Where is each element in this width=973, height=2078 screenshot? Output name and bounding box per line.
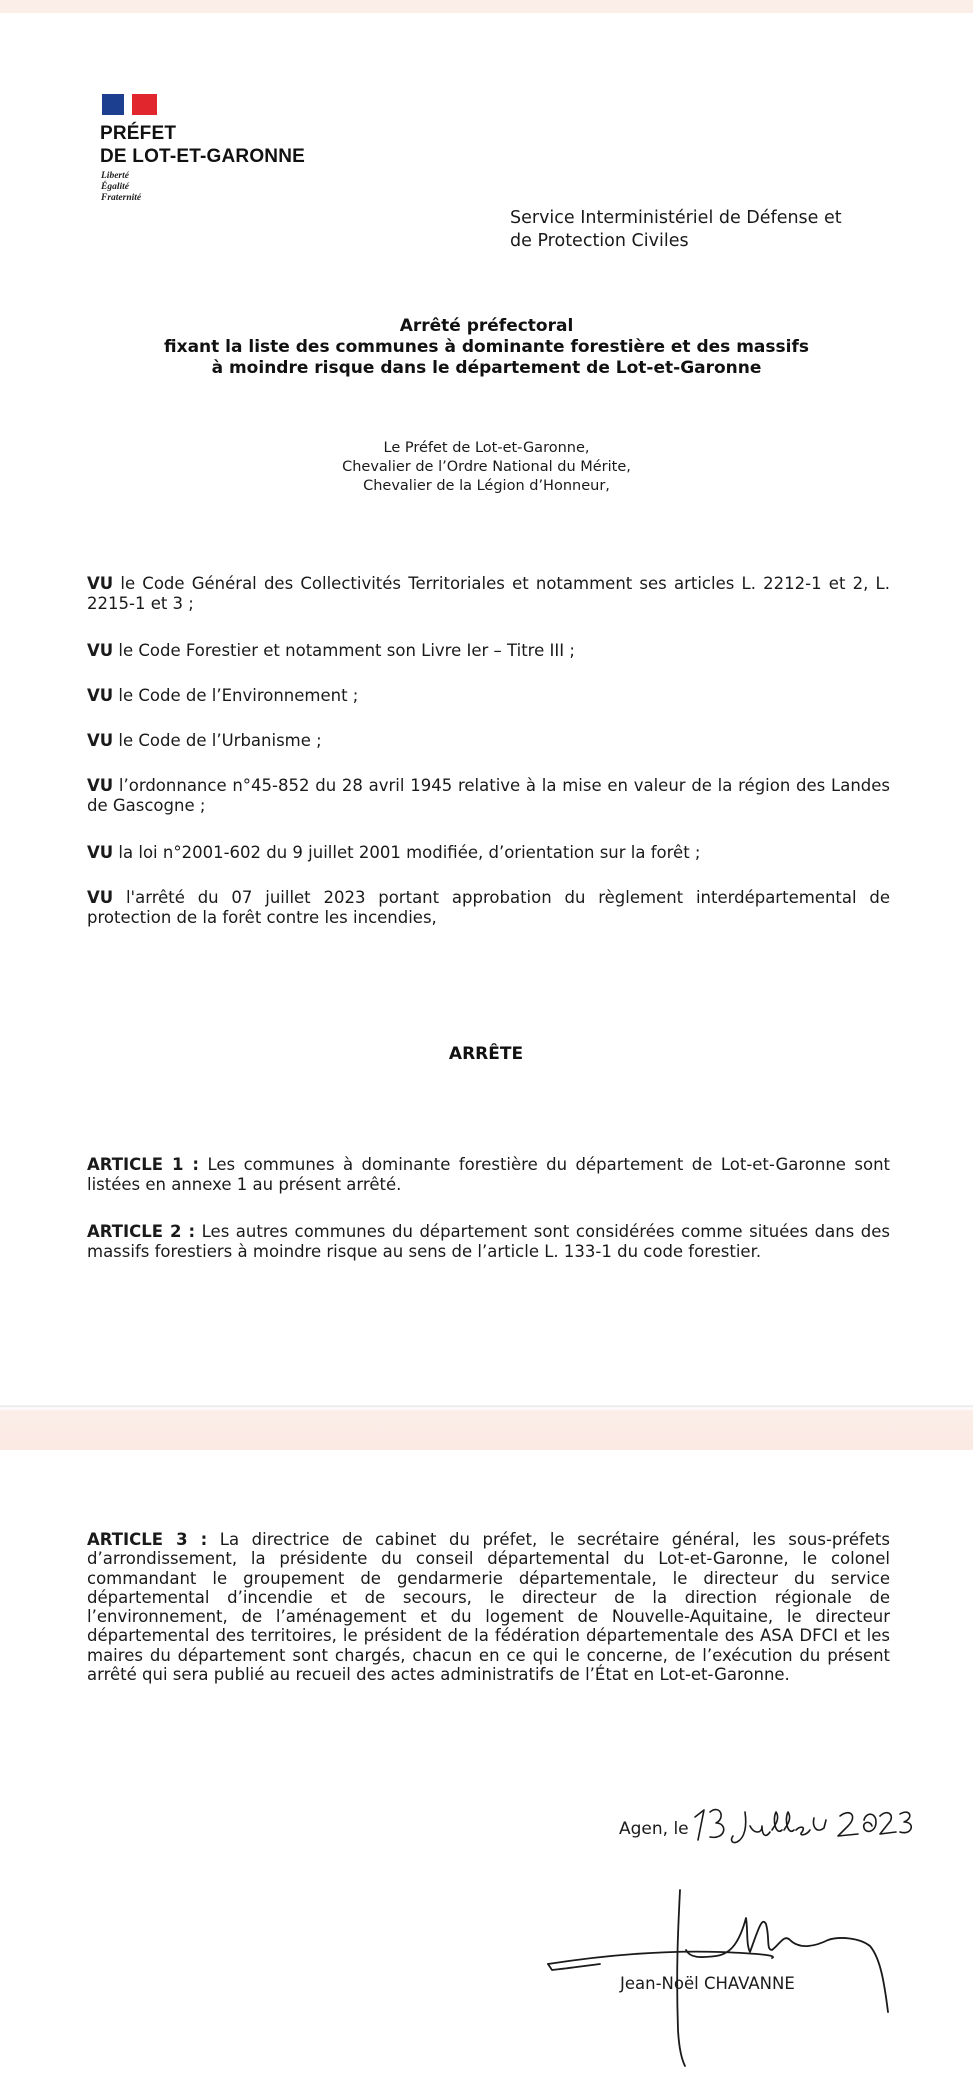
article-3 bbox=[87, 1530, 890, 1684]
visa-keyword: VU bbox=[87, 888, 114, 907]
visa-text: le Code Général des Collectivités Territoriales et notamment ses articles L. 2212-1 et 2, L. 2215-1 et 3 ; bbox=[87, 574, 890, 613]
article-text: Les communes à dominante forestière du département de Lot-et-Garonne sont listées en annexe 1 au présent arrêté. bbox=[87, 1155, 891, 1194]
visa-text: la loi n°2001-602 du 9 juillet 2001 modifiée, d’orientation sur la forêt ; bbox=[113, 843, 701, 862]
service-line1: Service Interministériel de Défense et bbox=[510, 208, 842, 228]
visa-keyword: VU bbox=[87, 843, 114, 862]
visa-keyword: VU bbox=[87, 776, 114, 795]
prefect-preamble bbox=[200, 439, 773, 496]
arrete-heading: ARRÊTE bbox=[448, 1044, 524, 1064]
page-separator bbox=[0, 1405, 973, 1450]
article-text: La directrice de cabinet du préfet, le secrétaire général, les sous-préfets d’arrondissement, la présidente du conseil départemental du Lot-et-Garonne, le colonel commandant le groupement de gendarmerie départementale, le directeur du service départemental d’incendie et de secours, le directeur de la direction régionale de l’environnement, de l’aménagement et du logement de Nouvelle-Aquitaine, le directeur départemental des territoires, le président de la fédération départementale des ASA DFCI et les maires du département sont chargés, chacun en ce qui le concerne, de l’exécution du présent arrêté qui sera publié au recueil des actes administratifs de l’État en Lot-et-Garonne. bbox=[87, 1530, 890, 1685]
visa-paragraph bbox=[87, 888, 890, 928]
visa-text: l'arrêté du 07 juillet 2023 portant approbation du règlement interdépartemental de protection de la forêt contre les incendies, bbox=[87, 888, 890, 927]
preamble-line: Chevalier de la Légion d’Honneur, bbox=[363, 478, 610, 494]
title-line2: fixant la liste des communes à dominante forestière et des massifs bbox=[164, 337, 809, 357]
signer-name: Jean-Noël CHAVANNE bbox=[620, 1974, 795, 1993]
issuing-service bbox=[510, 207, 930, 253]
french-flag-logo bbox=[102, 94, 157, 115]
visa-paragraph bbox=[87, 641, 890, 661]
visa-keyword: VU bbox=[87, 574, 114, 593]
service-line2: de Protection Civiles bbox=[510, 231, 689, 251]
motto-fraternite: Fraternité bbox=[101, 193, 142, 203]
preamble-line: Le Préfet de Lot-et-Garonne, bbox=[383, 440, 590, 456]
visa-paragraph bbox=[87, 686, 890, 706]
title-line3: à moindre risque dans le département de Lot-et-Garonne bbox=[211, 358, 762, 378]
visa-paragraph bbox=[87, 776, 890, 816]
article-text: Les autres communes du département sont considérées comme situées dans des massifs forestiers à moindre risque au sens de l’article L. 133-1 du code forestier. bbox=[87, 1222, 890, 1261]
visa-keyword: VU bbox=[87, 686, 114, 705]
preamble-line: Chevalier de l’Ordre National du Mérite, bbox=[342, 459, 631, 475]
visa-keyword: VU bbox=[87, 641, 114, 660]
prefecture-name-line1: PRÉFET bbox=[100, 123, 177, 144]
article-1 bbox=[87, 1155, 890, 1195]
top-page-band bbox=[0, 0, 973, 13]
article-2 bbox=[87, 1222, 890, 1262]
signature-place: Agen, le bbox=[619, 1819, 689, 1839]
visa-text: le Code de l’Urbanisme ; bbox=[113, 731, 322, 750]
handwritten-signature bbox=[540, 1790, 940, 2070]
visa-text: le Code Forestier et notamment son Livre Ier – Titre III ; bbox=[113, 641, 575, 660]
article-keyword: ARTICLE 1 : bbox=[87, 1155, 200, 1174]
visa-text: le Code de l’Environnement ; bbox=[113, 686, 359, 705]
visa-text: l’ordonnance n°45-852 du 28 avril 1945 relative à la mise en valeur de la région des Landes de Gascogne ; bbox=[87, 776, 890, 815]
article-keyword: ARTICLE 2 : bbox=[87, 1222, 196, 1241]
visa-keyword: VU bbox=[87, 731, 114, 750]
prefecture-name-line2: DE LOT-ET-GARONNE bbox=[100, 146, 306, 167]
visa-paragraph bbox=[87, 731, 890, 751]
document-title bbox=[120, 316, 853, 379]
motto-liberte: Liberté bbox=[101, 171, 129, 181]
title-line1: Arrêté préfectoral bbox=[399, 316, 574, 336]
article-keyword: ARTICLE 3 : bbox=[87, 1530, 208, 1549]
motto-egalite: Égalité bbox=[101, 182, 129, 192]
visa-paragraph bbox=[87, 843, 890, 863]
visa-paragraph bbox=[87, 574, 890, 614]
